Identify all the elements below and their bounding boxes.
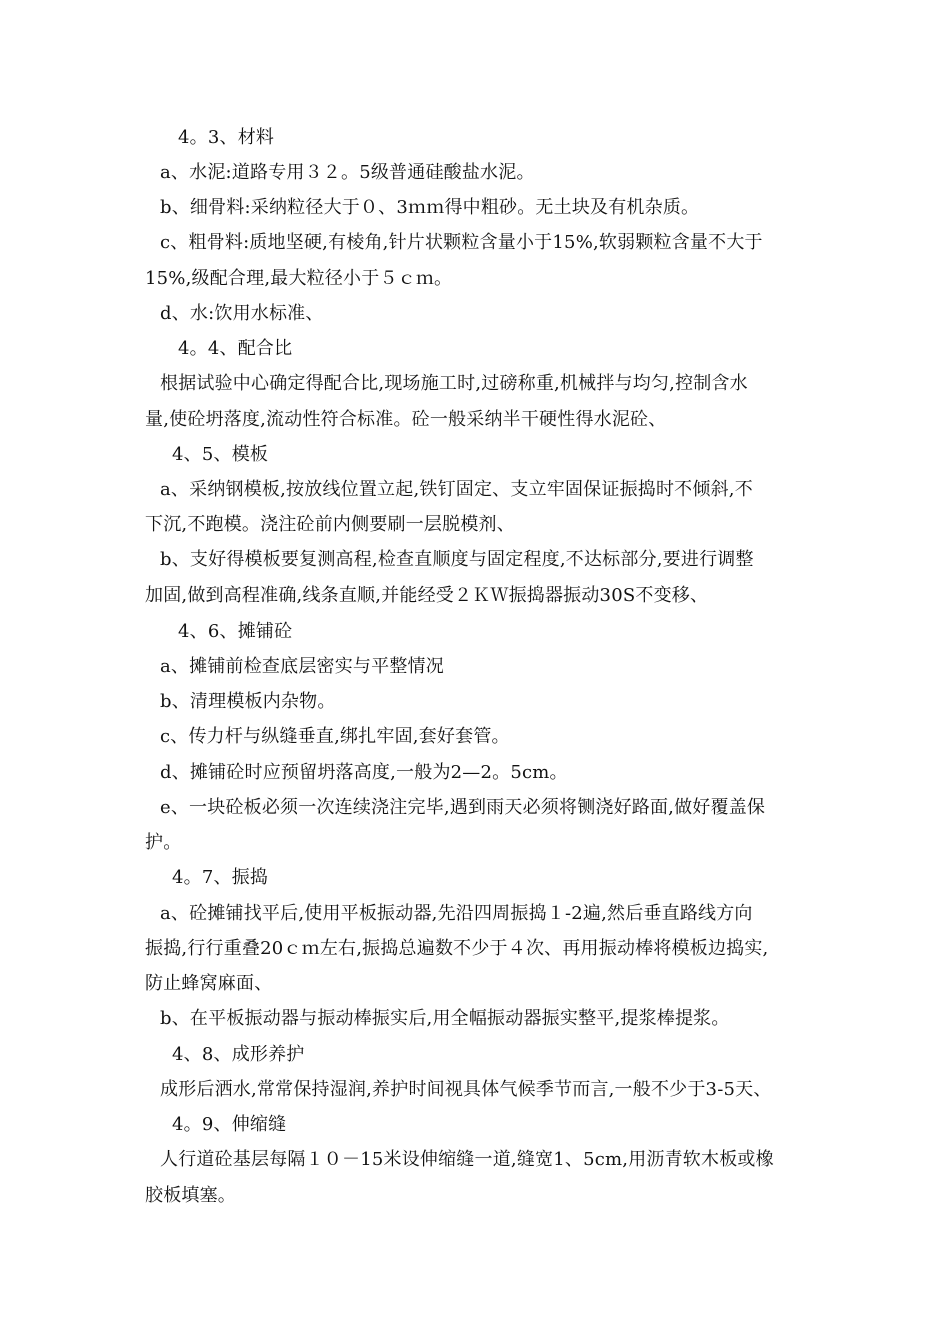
body-line: c、传力杆与纵缝垂直,绑扎牢固,套好套管。 [160, 726, 510, 747]
body-line: 成形后洒水,常常保持湿润,养护时间视具体气候季节而言,一般不少于3-5天、 [160, 1079, 772, 1100]
body-line: b、清理模板内杂物。 [160, 691, 336, 712]
body-line: d、摊铺砼时应预留坍落高度,一般为2—2。5cm。 [160, 762, 568, 783]
body-line: d、水:饮用水标准、 [160, 303, 324, 324]
body-line: b、细骨料:采纳粒径大于０、3ｍｍ得中粗砂。无土块及有机杂质。 [160, 197, 700, 218]
body-line: 护。 [145, 832, 182, 853]
body-line: b、在平板振动器与振动棒振实后,用全幅振动器振实整平,提浆棒提浆。 [160, 1008, 730, 1029]
body-line: 量,使砼坍落度,流动性符合标准。砼一般采纳半干硬性得水泥砼、 [145, 409, 667, 430]
body-line: 加固,做到高程准确,线条直顺,并能经受２ＫＷ振捣器振动30S不变移、 [145, 585, 709, 606]
body-line: a、采纳钢模板,按放线位置立起,铁钉固定、支立牢固保证振捣时不倾斜,不 [160, 479, 753, 500]
body-line: b、支好得模板要复测高程,检查直顺度与固定程度,不达标部分,要进行调整 [160, 549, 754, 570]
body-line: a、砼摊铺找平后,使用平板振动器,先沿四周振捣１-2遍,然后垂直路线方向 [160, 903, 753, 924]
section-heading: 4、6、摊铺砼 [178, 621, 293, 642]
body-line: e、一块砼板必须一次连续浇注完毕,遇到雨天必须将铡浇好路面,做好覆盖保 [160, 797, 766, 818]
body-line: 下沉,不跑模。浇注砼前内侧要刷一层脱模剂、 [145, 514, 515, 535]
section-heading: 4。4、配合比 [178, 338, 293, 359]
body-line: 人行道砼基层每隔１０－15米设伸缩缝一道,缝宽1、5cm,用沥青软木板或橡 [160, 1149, 774, 1170]
body-line: 振捣,行行重叠20ｃｍ左右,振捣总遍数不少于４次、再用振动棒将模板边捣实, [145, 938, 769, 959]
body-line: c、粗骨料:质地坚硬,有棱角,针片状颗粒含量小于15%,软弱颗粒含量不大于 [160, 232, 763, 253]
body-line: 胶板填塞。 [145, 1185, 236, 1206]
section-heading: 4、5、模板 [172, 444, 269, 465]
body-line: a、摊铺前检查底层密实与平整情况 [160, 656, 444, 677]
section-heading: 4。3、材料 [178, 127, 275, 148]
body-line: 根据试验中心确定得配合比,现场施工时,过磅称重,机械拌与均匀,控制含水 [160, 373, 748, 394]
section-heading: 4。9、伸缩缝 [172, 1114, 287, 1135]
body-line: a、水泥:道路专用３２。5级普通硅酸盐水泥。 [160, 162, 535, 183]
section-heading: 4、8、成形养护 [172, 1044, 305, 1065]
section-heading: 4。7、振捣 [172, 867, 269, 888]
body-line: 防止蜂窝麻面、 [145, 973, 273, 994]
body-line: 15%,级配合理,最大粒径小于５ｃｍ。 [145, 268, 453, 289]
